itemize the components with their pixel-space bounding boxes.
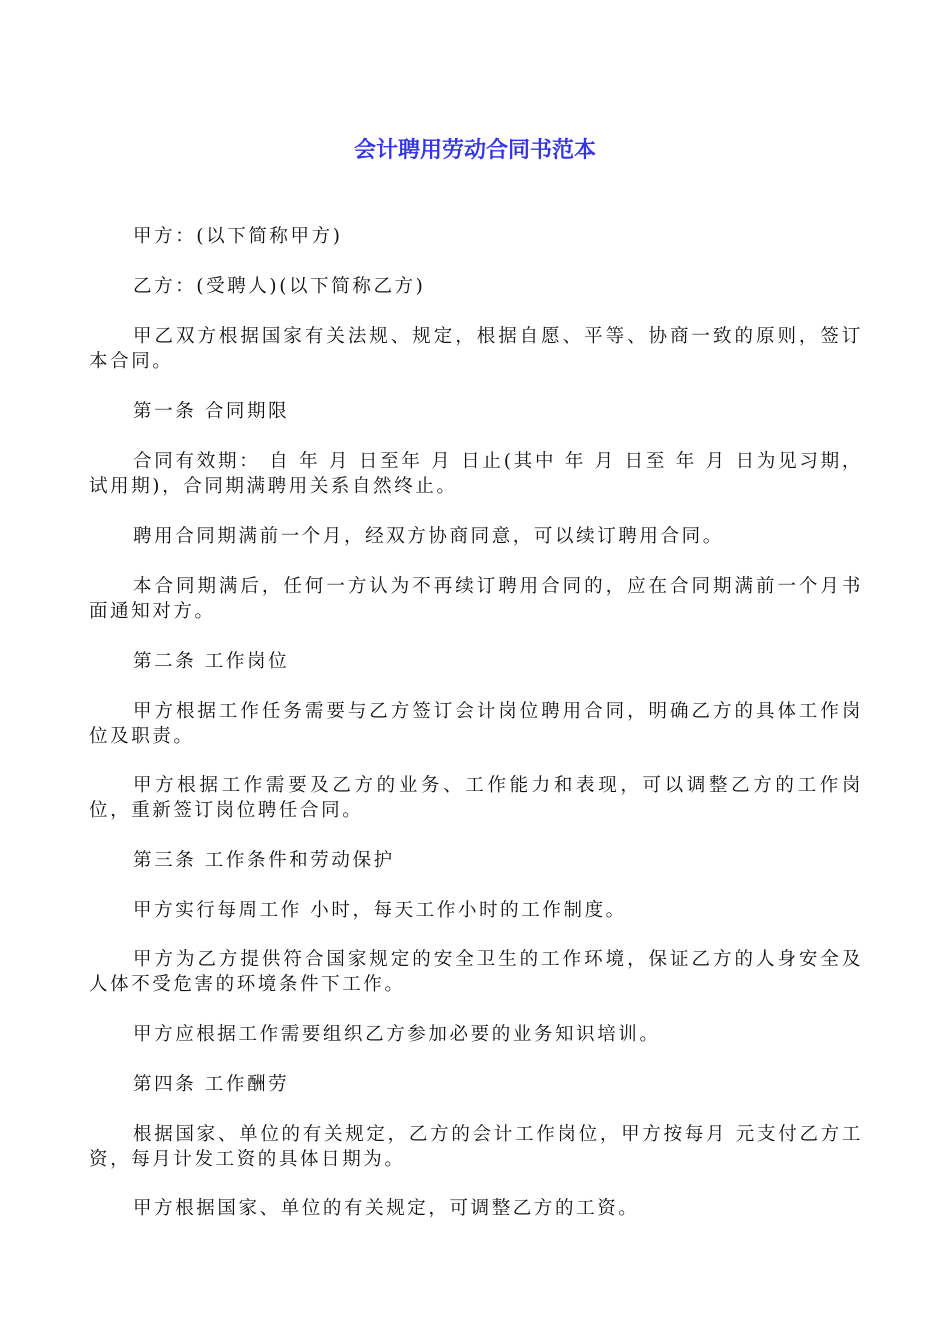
preamble-paragraph: 甲乙双方根据国家有关法规、规定，根据自愿、平等、协商一致的原则，签订本合同。 bbox=[89, 326, 863, 372]
article-2-heading: 第二条 工作岗位 bbox=[133, 651, 290, 672]
document-title: 会计聘用劳动合同书范本 bbox=[353, 138, 596, 163]
position-adjust-paragraph: 甲方根据工作需要及乙方的业务、工作能力和表现，可以调整乙方的工作岗位，重新签订岗位聘任合同。 bbox=[89, 775, 863, 821]
salary-adjust-paragraph: 甲方根据国家、单位的有关规定，可调整乙方的工资。 bbox=[133, 1198, 640, 1219]
training-paragraph: 甲方应根据工作需要组织乙方参加必要的业务知识培训。 bbox=[133, 1024, 661, 1045]
contract-term-paragraph: 合同有效期： 自 年 月 日至年 月 日止(其中 年 月 日至 年 月 日为见习期，试用期)，合同期满聘用关系自然终止。 bbox=[89, 451, 863, 497]
article-4-heading: 第四条 工作酬劳 bbox=[133, 1074, 290, 1095]
position-paragraph: 甲方根据工作任务需要与乙方签订会计岗位聘用合同，明确乙方的具体工作岗位及职责。 bbox=[89, 701, 863, 747]
party-a-line: 甲方：(以下简称甲方) bbox=[133, 226, 343, 247]
article-3-heading: 第三条 工作条件和劳动保护 bbox=[133, 850, 395, 871]
party-b-line: 乙方：(受聘人)(以下简称乙方) bbox=[133, 276, 426, 297]
working-hours-paragraph: 甲方实行每周工作 小时，每天工作小时的工作制度。 bbox=[133, 900, 627, 921]
non-renewal-paragraph: 本合同期满后，任何一方认为不再续订聘用合同的，应在合同期满前一个月书面通知对方。 bbox=[89, 576, 863, 622]
article-1-heading: 第一条 合同期限 bbox=[133, 401, 290, 422]
renewal-paragraph: 聘用合同期满前一个月，经双方协商同意，可以续订聘用合同。 bbox=[133, 526, 724, 547]
work-environment-paragraph: 甲方为乙方提供符合国家规定的安全卫生的工作环境，保证乙方的人身安全及人体不受危害的环境条件下工作。 bbox=[89, 949, 863, 995]
salary-paragraph: 根据国家、单位的有关规定，乙方的会计工作岗位，甲方按每月 元支付乙方工资，每月计发工资的具体日期为。 bbox=[89, 1124, 863, 1170]
